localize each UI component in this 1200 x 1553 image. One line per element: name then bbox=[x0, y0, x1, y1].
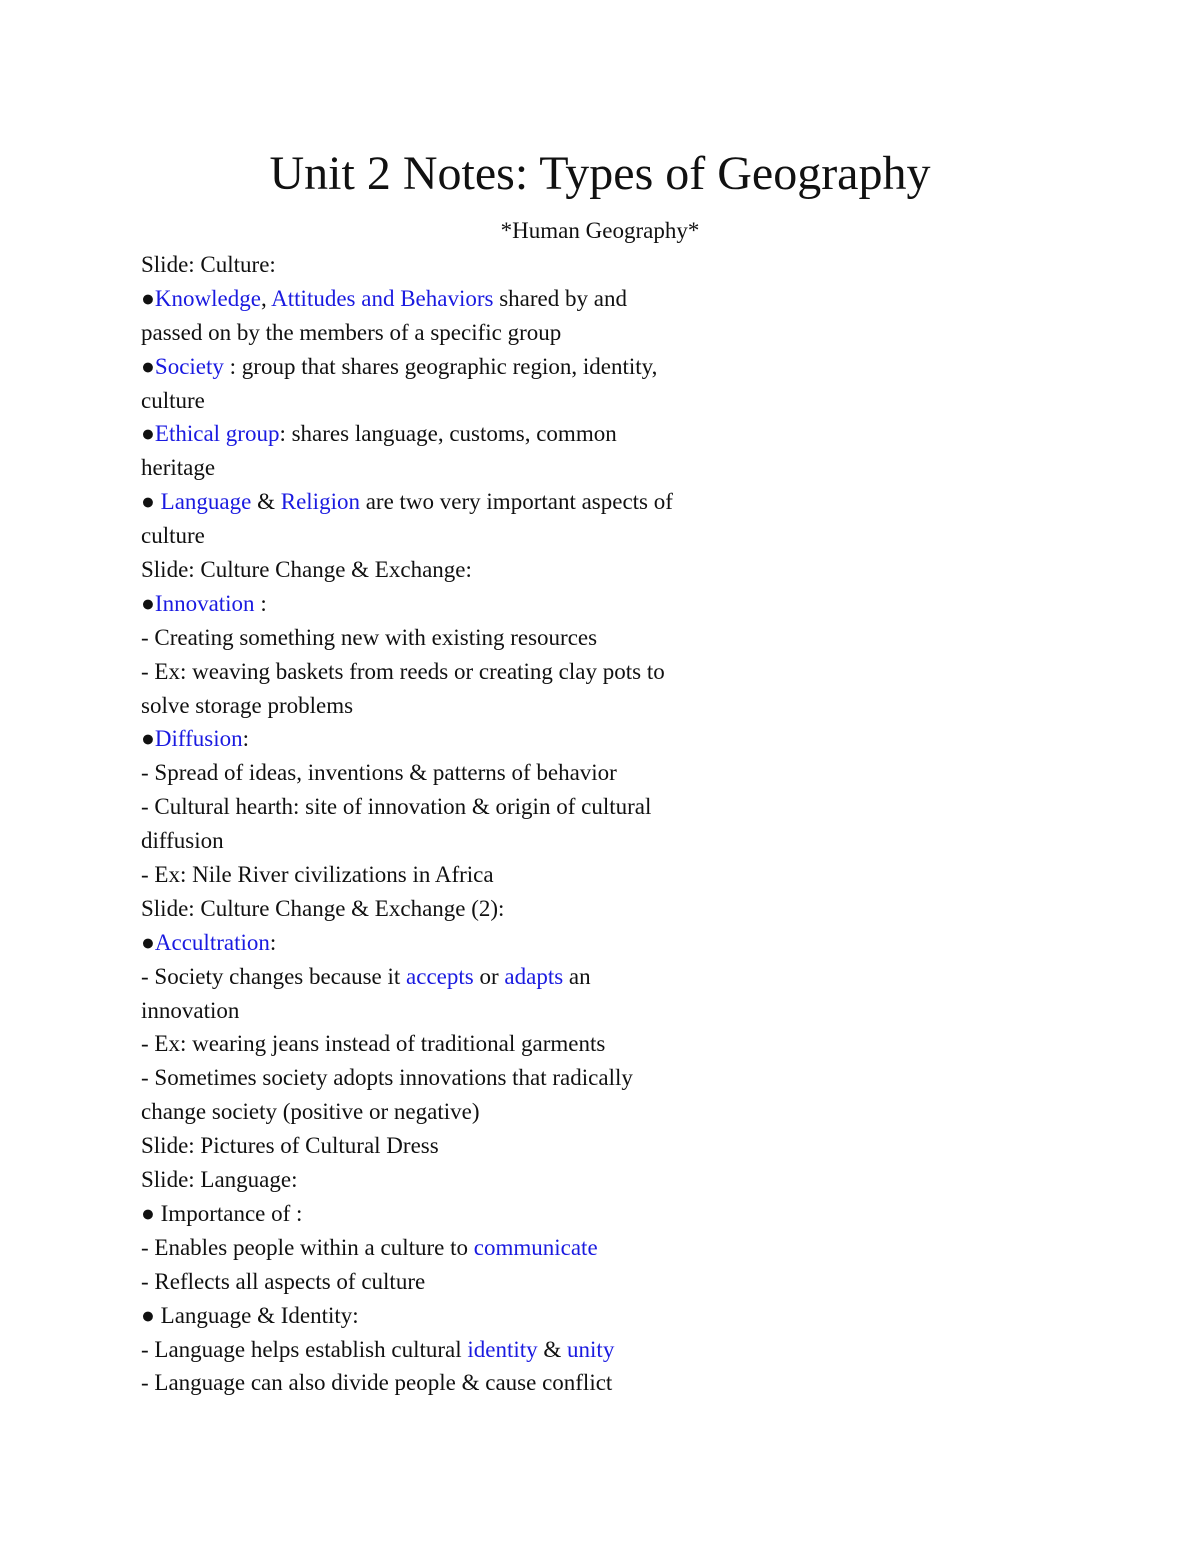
highlighted-term: unity bbox=[567, 1336, 615, 1362]
note-text: change society (positive or negative) bbox=[141, 1099, 480, 1125]
note-text: ● bbox=[141, 353, 155, 379]
note-line bbox=[141, 926, 761, 960]
note-text: : bbox=[242, 726, 250, 752]
note-text: Slide: Culture Change & Exchange (2): bbox=[141, 895, 505, 921]
note-line bbox=[141, 248, 761, 282]
note-text: diffusion bbox=[141, 828, 224, 854]
page-subtitle: *Human Geography* bbox=[500, 218, 700, 243]
note-text: - Sometimes society adopts innovations that radically bbox=[141, 1065, 633, 1091]
note-text: - Reflects all aspects of culture bbox=[141, 1268, 426, 1294]
note-text: Slide: Pictures of Cultural Dress bbox=[141, 1133, 439, 1159]
note-text: - Creating something new with existing resources bbox=[141, 624, 598, 650]
note-line bbox=[141, 960, 761, 994]
note-text: ● bbox=[141, 726, 155, 752]
highlighted-term: Knowledge bbox=[154, 285, 261, 311]
highlighted-term: Innovation bbox=[154, 590, 255, 616]
highlighted-term: accepts bbox=[406, 963, 474, 989]
note-text: - Language can also divide people & cause conflict bbox=[141, 1370, 613, 1396]
note-line bbox=[141, 587, 761, 621]
note-text: ● bbox=[141, 489, 161, 515]
note-line bbox=[141, 1197, 761, 1231]
note-line bbox=[141, 824, 761, 858]
note-text: - Ex: weaving baskets from reeds or creating clay pots to bbox=[141, 658, 665, 684]
note-line bbox=[141, 1231, 761, 1265]
note-text: passed on by the members of a specific group bbox=[141, 319, 562, 345]
note-text: solve storage problems bbox=[141, 692, 354, 718]
note-text: : shares language, customs, common bbox=[279, 421, 617, 447]
highlighted-term: Accultration bbox=[154, 929, 270, 955]
note-line bbox=[141, 756, 761, 790]
note-line bbox=[141, 1333, 761, 1367]
note-line bbox=[141, 485, 761, 519]
note-line bbox=[141, 1095, 761, 1129]
note-text: Slide: Language: bbox=[141, 1167, 298, 1193]
note-text: , bbox=[260, 285, 272, 311]
note-text: ● bbox=[141, 285, 155, 311]
note-text: - Spread of ideas, inventions & patterns of behavior bbox=[141, 760, 617, 786]
note-line bbox=[141, 655, 761, 689]
note-line bbox=[141, 417, 761, 451]
note-line bbox=[141, 384, 761, 418]
note-text: are two very important aspects of bbox=[359, 489, 673, 515]
note-text: ● bbox=[141, 421, 155, 447]
note-text: : bbox=[269, 929, 277, 955]
highlighted-term: Ethical group bbox=[154, 421, 280, 447]
note-text: - Enables people within a culture to bbox=[141, 1234, 474, 1260]
highlighted-term: Attitudes and Behaviors bbox=[271, 285, 494, 311]
note-line bbox=[141, 722, 761, 756]
highlighted-term: Diffusion bbox=[154, 726, 243, 752]
note-text: : bbox=[254, 590, 267, 616]
note-text: innovation bbox=[141, 997, 240, 1023]
note-line bbox=[141, 994, 761, 1028]
note-line bbox=[141, 1299, 761, 1333]
note-line bbox=[141, 790, 761, 824]
note-text: & bbox=[251, 489, 281, 515]
highlighted-term: communicate bbox=[473, 1234, 598, 1260]
note-line bbox=[141, 858, 761, 892]
highlighted-term: Society bbox=[154, 353, 224, 379]
note-text: & bbox=[537, 1336, 568, 1362]
highlighted-term: Religion bbox=[280, 489, 360, 515]
note-text: heritage bbox=[141, 455, 216, 481]
note-line bbox=[141, 451, 761, 485]
note-text: ● bbox=[141, 590, 155, 616]
note-text: culture bbox=[141, 523, 205, 549]
note-text: or bbox=[473, 963, 505, 989]
highlighted-term: Language bbox=[160, 489, 252, 515]
note-line bbox=[141, 553, 761, 587]
note-line bbox=[141, 621, 761, 655]
note-text: - Language helps establish cultural bbox=[141, 1336, 468, 1362]
note-text: - Cultural hearth: site of innovation & origin of cultural bbox=[141, 794, 652, 820]
highlighted-term: adapts bbox=[504, 963, 564, 989]
note-line bbox=[141, 1027, 761, 1061]
note-line bbox=[141, 892, 761, 926]
note-line bbox=[141, 316, 761, 350]
note-line bbox=[141, 350, 761, 384]
note-text: : group that shares geographic region, identity, bbox=[223, 353, 658, 379]
note-line bbox=[141, 1163, 761, 1197]
note-line bbox=[141, 1129, 761, 1163]
note-text: Slide: Culture Change & Exchange: bbox=[141, 557, 472, 583]
note-line bbox=[141, 1366, 761, 1400]
note-line bbox=[141, 689, 761, 723]
note-text: - Ex: wearing jeans instead of traditional garments bbox=[141, 1031, 606, 1057]
note-text: an bbox=[563, 963, 591, 989]
note-text: ● Language & Identity: bbox=[141, 1302, 359, 1328]
note-line bbox=[141, 519, 761, 553]
note-text: ● bbox=[141, 929, 155, 955]
note-text: Slide: Culture: bbox=[141, 252, 276, 277]
note-line bbox=[141, 1061, 761, 1095]
note-text: culture bbox=[141, 387, 205, 413]
note-line bbox=[141, 282, 761, 316]
note-line bbox=[141, 1265, 761, 1299]
notes-body bbox=[141, 248, 761, 1400]
note-text: - Ex: Nile River civilizations in Africa bbox=[141, 862, 494, 888]
note-text: shared by and bbox=[493, 285, 627, 311]
note-text: ● Importance of : bbox=[141, 1200, 303, 1226]
note-text: - Society changes because it bbox=[141, 963, 407, 989]
page-title: Unit 2 Notes: Types of Geography bbox=[269, 147, 931, 200]
highlighted-term: identity bbox=[467, 1336, 538, 1362]
